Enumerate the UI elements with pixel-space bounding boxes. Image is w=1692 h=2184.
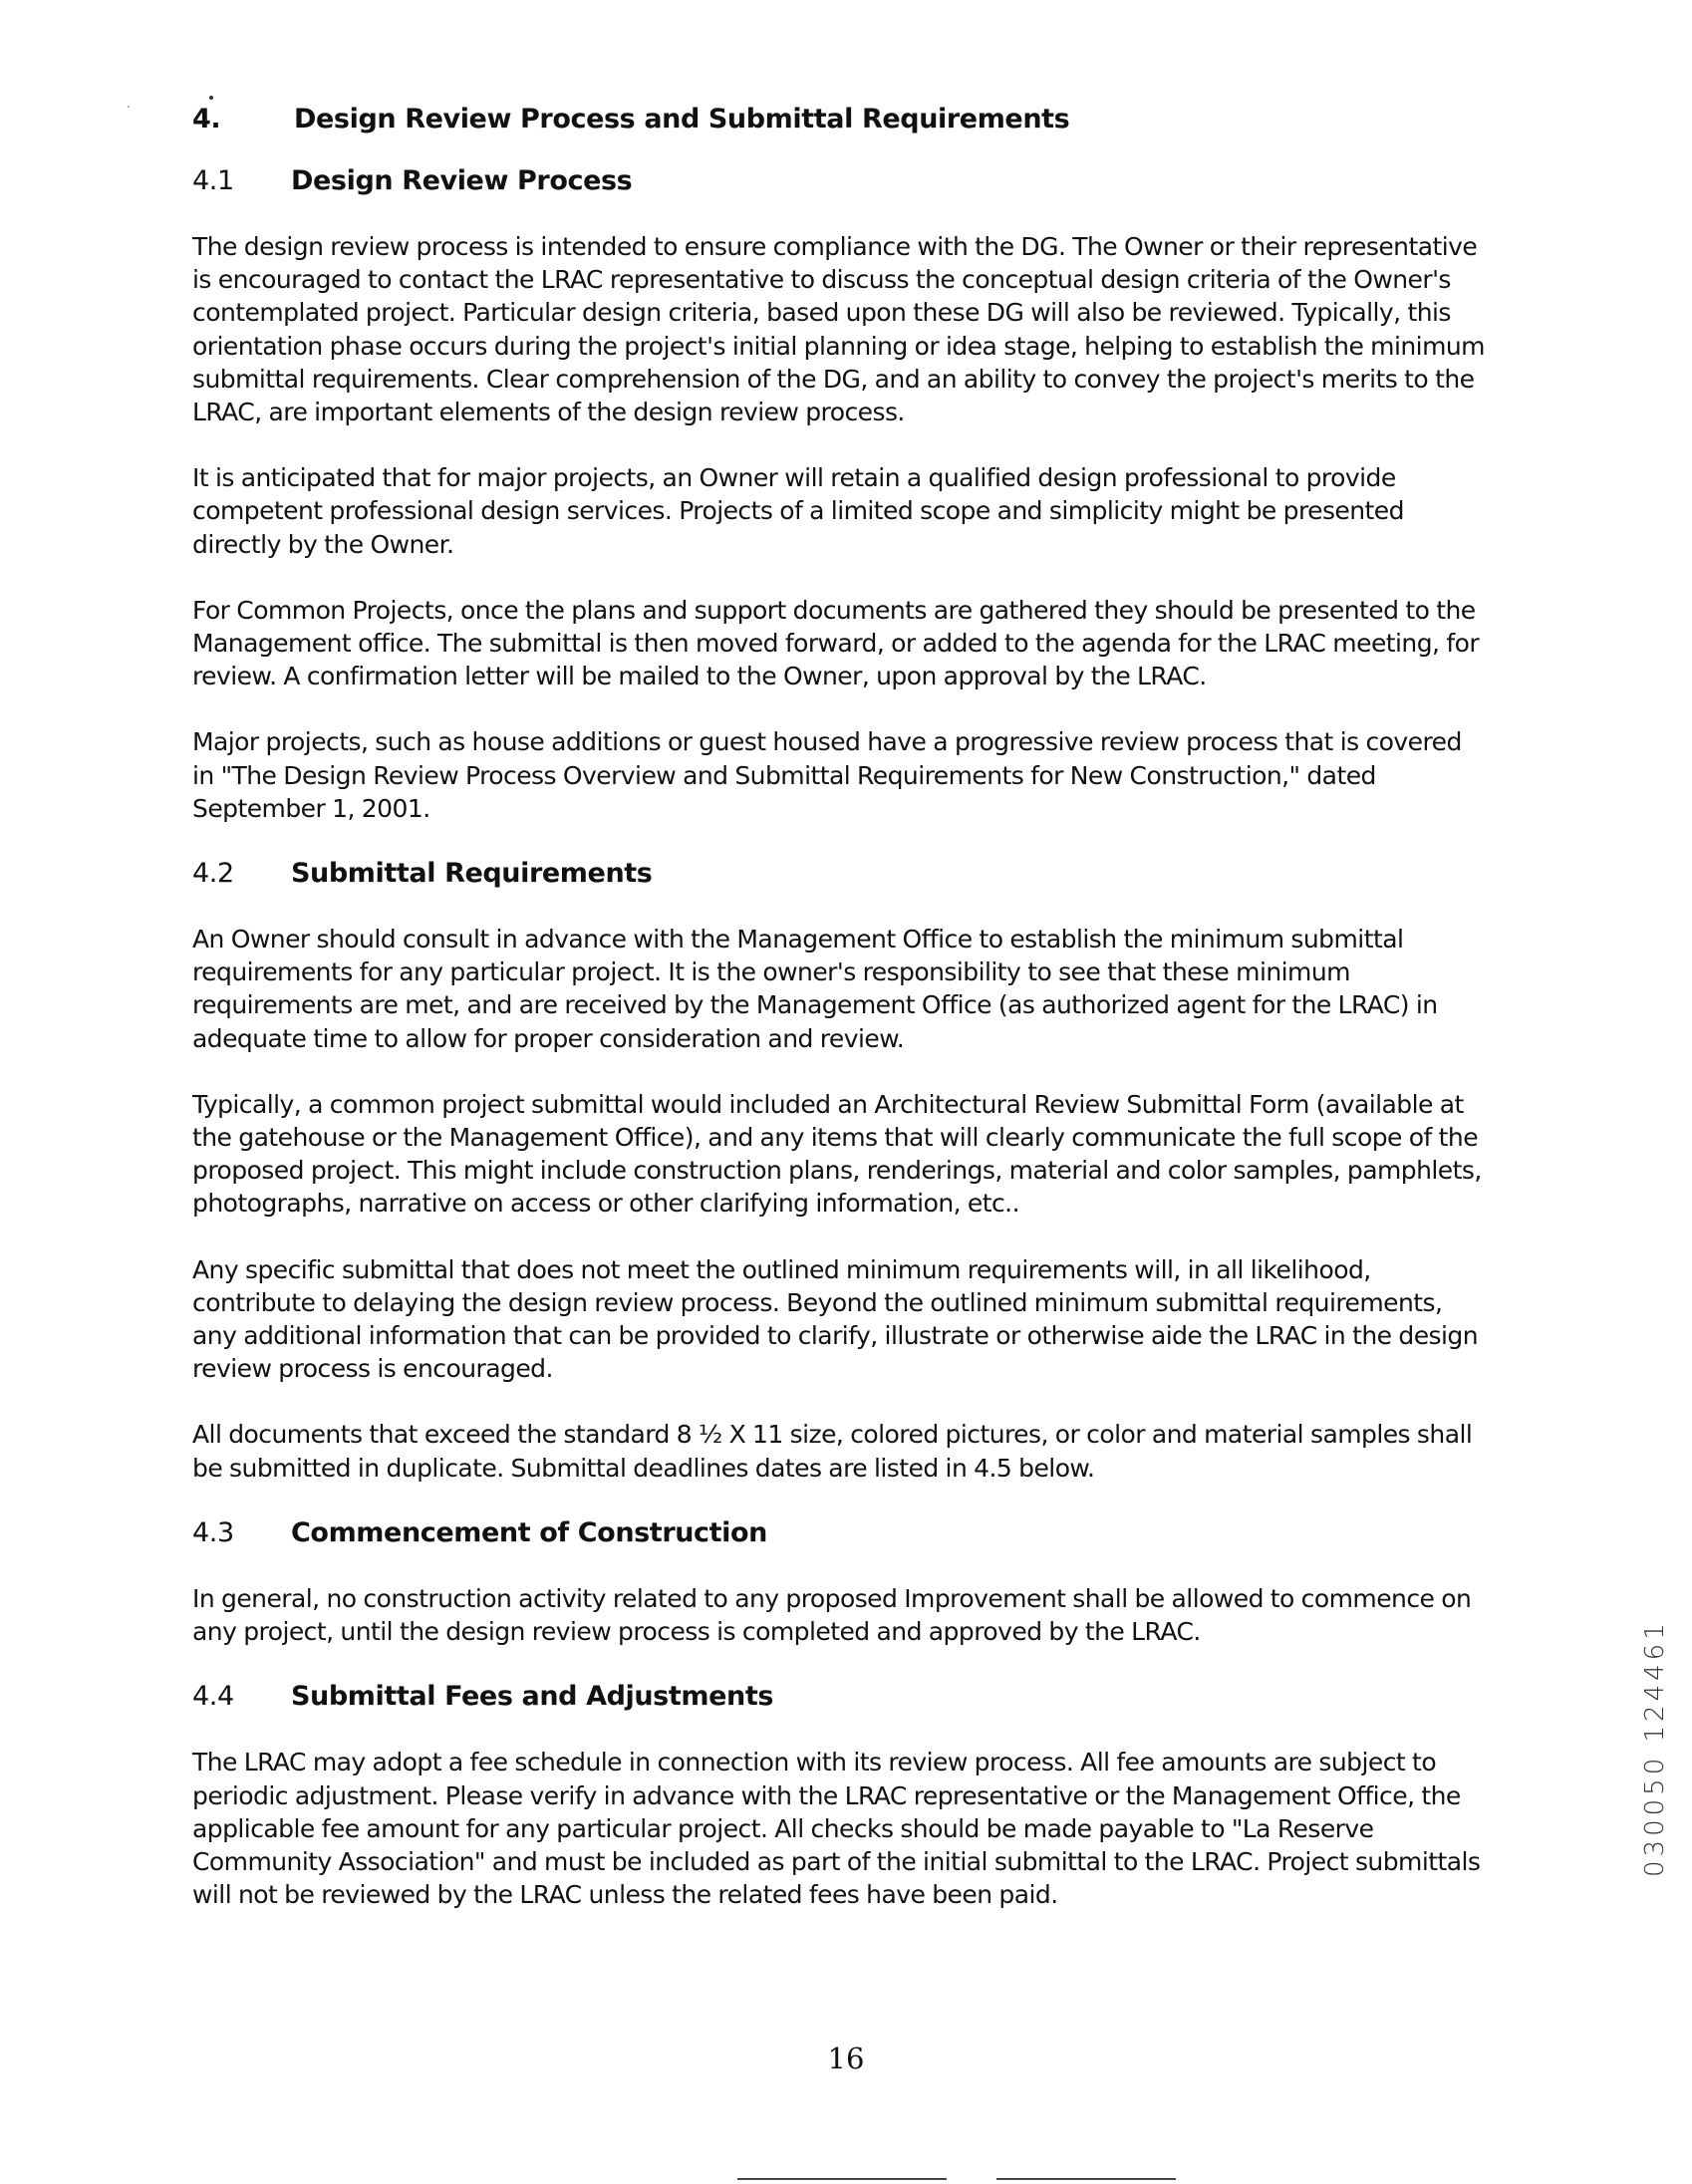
subsection-title: Submittal Requirements (291, 858, 653, 890)
bates-stamp (1640, 1608, 1674, 1877)
subsection-title: Submittal Fees and Adjustments (291, 1681, 774, 1713)
scan-edge-line (737, 2178, 947, 2180)
subsection-number: 4.4 (192, 1681, 234, 1713)
subsection-number: 4.3 (192, 1516, 234, 1548)
subsection-heading-4-1 (192, 165, 1488, 196)
subsection-title: Commencement of Construction (291, 1516, 767, 1548)
paragraph: Any specific submittal that does not meet the outlined minimum requirements will, in all likelihood, contribute to delaying the design review process. Beyond the outlined minimum submittal requirements, any additional information that can be provided to clarify, illustrate or otherwise aide the LRAC in the design review process is encouraged. (192, 1254, 1479, 1384)
paragraph: The LRAC may adopt a fee schedule in connection with its review process. All fee amounts are subject to periodic adjustment. Please verify in advance with the LRAC representative or the Management Office, the applicable fee amount for any particular project. All checks should be made payable to "La Reserve Community Association" and must be included as part of the initial submittal to the LRAC. Project submittals will not be reviewed by the LRAC unless the related fees have been paid. (192, 1748, 1481, 1910)
paragraph: Major projects, such as house additions or guest housed have a progressive review process that is covered in "The Design Review Process Overview and Submittal Requirements for New Construction," dated September 1, 2001. (192, 727, 1462, 823)
page-content (192, 104, 1488, 1944)
section-number: 4. (192, 104, 221, 135)
paragraph: An Owner should consult in advance with the Management Office to establish the minimum submittal requirements for any particular project. It is the owner's responsibility to see that these minimum requirements are met, and are received by the Management Office (as authorized agent for the LRAC) in adequate time to allow for proper consideration and review. (192, 925, 1438, 1053)
paragraph: Typically, a common project submittal would included an Architectural Review Submittal Form (available at the gatehouse or the Management Office), and any items that will clearly communicate the full scope of the proposed project. This might include construction plans, renderings, material and color samples, pamphlets, photographs, narrative on access or other clarifying information, etc.. (192, 1089, 1482, 1219)
paragraph: For Common Projects, once the plans and support documents are gathered they should be presented to the Management office. The submittal is then moved forward, or added to the agenda for the LRAC meeting, for review. A confirmation letter will be mailed to the Owner, upon approval by the LRAC. (192, 595, 1480, 691)
scan-speck (128, 106, 130, 108)
subsection-heading-4-2 (192, 858, 1488, 889)
paragraph: All documents that exceed the standard 8 ½ X 11 size, colored pictures, or color and material samples shall be submitted in duplicate. Submittal deadlines dates are listed in 4.5 below. (192, 1420, 1473, 1483)
paragraph: It is anticipated that for major projects, an Owner will retain a qualified design professional to provide competent professional design services. Projects of a limited scope and simplicity might be presented directly by the Owner. (192, 463, 1404, 559)
subsection-number: 4.1 (192, 165, 234, 196)
subsection-heading-4-3 (192, 1517, 1488, 1548)
paragraph: The design review process is intended to ensure compliance with the DG. The Owner or their representative is encouraged to contact the LRAC representative to discuss the conceptual design criteria of the Owner's contemplated project. Particular design criteria, based upon these DG will also be reviewed. Typically, this orientation phase occurs during the project's initial planning or idea stage, helping to establish the minimum submittal requirements. Clear comprehension of the DG, and an ability to convey the project's merits to the LRAC, are important elements of the design review process. (192, 232, 1485, 427)
paragraph: In general, no construction activity related to any proposed Improvement shall be allowed to commence on any project, until the design review process is completed and approved by the LRAC. (192, 1583, 1472, 1647)
bates-number: 030050 124461 (1640, 1619, 1670, 1877)
subsection-heading-4-4 (192, 1681, 1488, 1712)
section-title: Design Review Process and Submittal Requirements (294, 104, 1070, 135)
subsection-number: 4.2 (192, 858, 234, 890)
scan-speck (209, 96, 213, 100)
subsection-title: Design Review Process (291, 165, 633, 196)
scan-edge-line (996, 2178, 1176, 2180)
section-heading (192, 104, 1488, 135)
page-number: 16 (827, 2042, 865, 2075)
